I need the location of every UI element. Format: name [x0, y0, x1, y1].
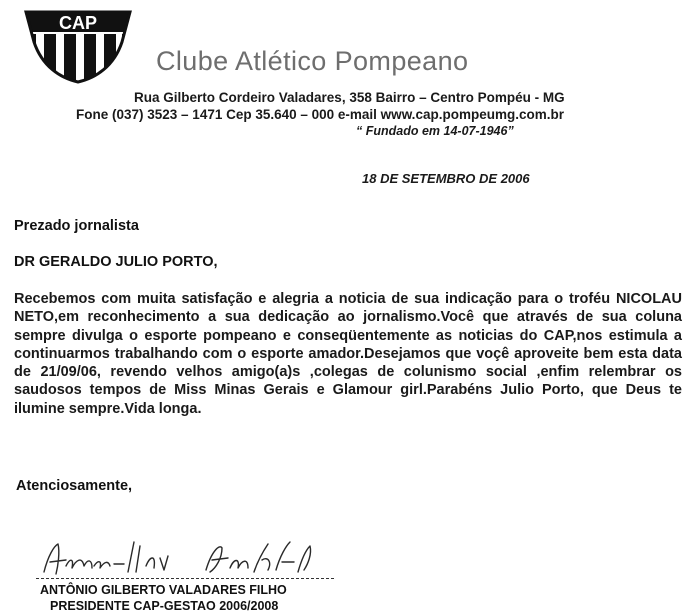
signature-line: [36, 578, 334, 579]
recipient: DR GERALDO JULIO PORTO,: [14, 254, 218, 270]
founded-line: “ Fundado em 14-07-1946”: [356, 124, 514, 138]
letter-body: Recebemos com muita satisfação e alegria a noticia de sua indicação para o troféu NICOLAU NETO,em reconhecimento a sua dedicação ao jornalismo.Você que através de sua coluna sempre divulga o esporte pompeano e conseqüentemente as noticias do CAP,nos estimula a continuarmos trabalhando com o esporte amador.Desejamos que voçê aproveite bem esta data de 21/09/06, revendo velhos amigo(a)s ,colegas de colunismo social ,enfim relembrar os saudosos tempos de Miss Minas Gerais e Glamour girl.Parabéns Julio Porto, que Deus te ilumine sempre.Vida longa.: [14, 291, 682, 417]
crest-text: CAP: [58, 13, 98, 33]
signer-name: ANTÔNIO GILBERTO VALADARES FILHO: [40, 583, 287, 597]
address-line: Rua Gilberto Cordeiro Valadares, 358 Bairro – Centro Pompéu - MG: [134, 90, 565, 105]
letter-date: 18 DE SETEMBRO DE 2006: [362, 171, 530, 186]
signer-title: PRESIDENTE CAP-GESTAO 2006/2008: [50, 599, 279, 613]
closing: Atenciosamente,: [16, 478, 133, 494]
contact-line: Fone (037) 3523 – 1471 Cep 35.640 – 000 e-mail www.cap.pompeumg.com.br: [76, 107, 564, 122]
club-name: Clube Atlético Pompeano: [156, 46, 469, 76]
club-crest-logo: [22, 8, 134, 84]
greeting: Prezado jornalista: [14, 218, 139, 234]
handwritten-signature: [36, 536, 336, 580]
